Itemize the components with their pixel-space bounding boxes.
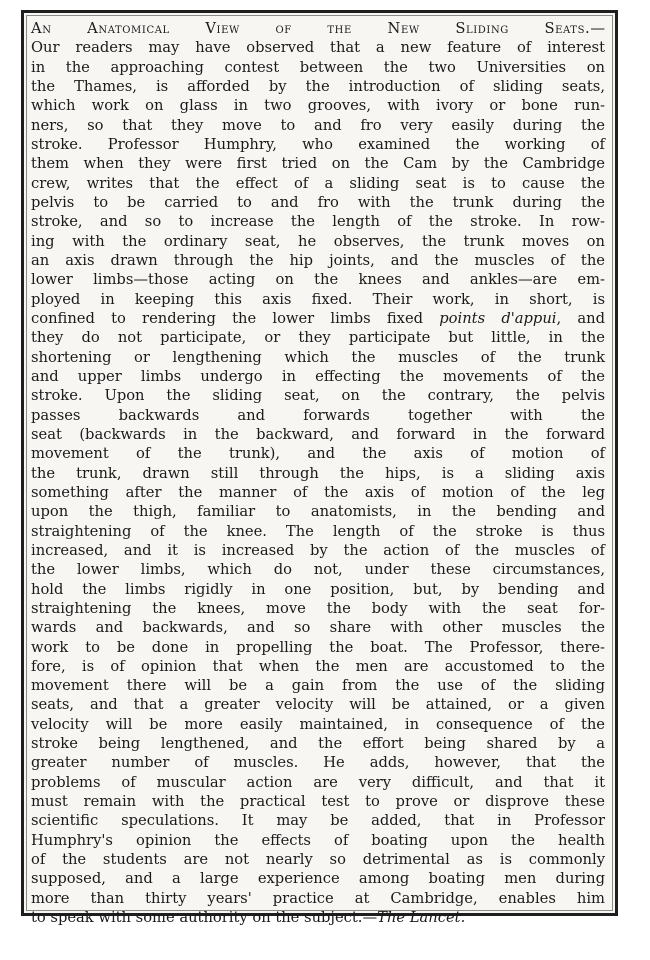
article-line: movement of the trunk), and the axis of motion of — [31, 445, 605, 463]
last-line-text: to speak with some authority on the subject.— — [31, 909, 378, 927]
article-line: of the students are not nearly so detrimental as is commonly — [31, 851, 605, 869]
article-line: seat (backwards in the backward, and forward in the forward — [31, 425, 605, 443]
article-line: which work on glass in two grooves, with ivory or bone run- — [31, 97, 605, 115]
article-line: upon the thigh, familiar to anatomists, in the bending and — [31, 503, 605, 521]
article-line: velocity will be more easily maintained, in consequence of the — [31, 715, 605, 733]
article-title-line — [31, 19, 605, 38]
article-line: something after the manner of the axis of motion of the leg — [31, 483, 605, 501]
article-line: stroke, and so to increase the length of the stroke. In row- — [31, 213, 605, 231]
article-line: ners, so that they move to and fro very easily during the — [31, 116, 605, 134]
article-line: ing with the ordinary seat, he observes, the trunk moves on — [31, 232, 605, 250]
article-line: the lower limbs, which do not, under these circumstances, — [31, 561, 605, 579]
article-line: passes backwards and forwards together with the — [31, 406, 605, 424]
article-line: more than thirty years' practice at Cambridge, enables him — [31, 889, 605, 907]
italic-line-after: , and — [556, 309, 605, 327]
article-line: stroke. Professor Humphry, who examined the working of — [31, 135, 605, 153]
article-line: problems of muscular action are very difficult, and that it — [31, 773, 605, 791]
article-line: shortening or lengthening which the muscles of the trunk — [31, 348, 605, 366]
article-body — [31, 19, 605, 927]
article-line: movement there will be a gain from the use of the sliding — [31, 677, 605, 695]
article-line: straightening of the knee. The length of the stroke is thus — [31, 522, 605, 540]
article-line: hold the limbs rigidly in one position, but, by bending and — [31, 580, 605, 598]
article-line: must remain with the practical test to prove or disprove these — [31, 793, 605, 811]
article-line: in the approaching contest between the two Universities on — [31, 58, 605, 76]
article-line: straightening the knees, move the body with the seat for- — [31, 599, 605, 617]
article-line: pelvis to be carried to and fro with the trunk during the — [31, 193, 605, 211]
article-line: an axis drawn through the hip joints, and the muscles of the — [31, 251, 605, 269]
article-line-italic — [31, 309, 605, 328]
article-line: they do not participate, or they participate but little, in the — [31, 329, 605, 347]
article-line: stroke being lengthened, and the effort being shared by a — [31, 735, 605, 753]
article-line: Humphry's opinion the effects of boating upon the health — [31, 831, 605, 849]
article-line: seats, and that a greater velocity will be attained, or a given — [31, 696, 605, 714]
article-line: lower limbs—those acting on the knees and ankles—are em- — [31, 271, 605, 289]
article-frame — [21, 10, 618, 927]
italic-phrase: points d'appui — [439, 309, 557, 327]
article-lines-group-2 — [31, 328, 605, 908]
article-line: wards and backwards, and so share with other muscles the — [31, 619, 605, 637]
article-line: Our readers may have observed that a new feature of interest — [31, 39, 605, 57]
article-line: ployed in keeping this axis fixed. Their work, in short, is — [31, 290, 605, 308]
article-title-dash: — — [590, 20, 605, 37]
article-line: the Thames, is afforded by the introduction of sliding seats, — [31, 77, 605, 95]
article-line: them when they were first tried on the Cam by the Cambridge — [31, 155, 605, 173]
article-line: crew, writes that the effect of a sliding seat is to cause the — [31, 174, 605, 192]
article-line: work to be done in propelling the boat. The Professor, there- — [31, 638, 605, 656]
article-source: The Lancet. — [377, 909, 466, 927]
article-line: and upper limbs undergo in effecting the movements of the — [31, 367, 605, 385]
article-line: scientific speculations. It may be added, that in Professor — [31, 812, 605, 830]
article-title: An Anatomical View of the New Sliding Seats. — [31, 20, 591, 37]
article-last-line — [31, 908, 605, 927]
article-line: stroke. Upon the sliding seat, on the contrary, the pelvis — [31, 387, 605, 405]
italic-line-before: confined to rendering the lower limbs fixed — [31, 309, 424, 327]
article-line: fore, is of opinion that when the men are accustomed to the — [31, 657, 605, 675]
article-line: increased, and it is increased by the action of the muscles of — [31, 541, 605, 559]
article-line: supposed, and a large experience among boating men during — [31, 870, 605, 888]
article-line: the trunk, drawn still through the hips, is a sliding axis — [31, 464, 605, 482]
article-lines-group-1 — [31, 38, 605, 309]
article-line: greater number of muscles. He adds, however, that the — [31, 754, 605, 772]
